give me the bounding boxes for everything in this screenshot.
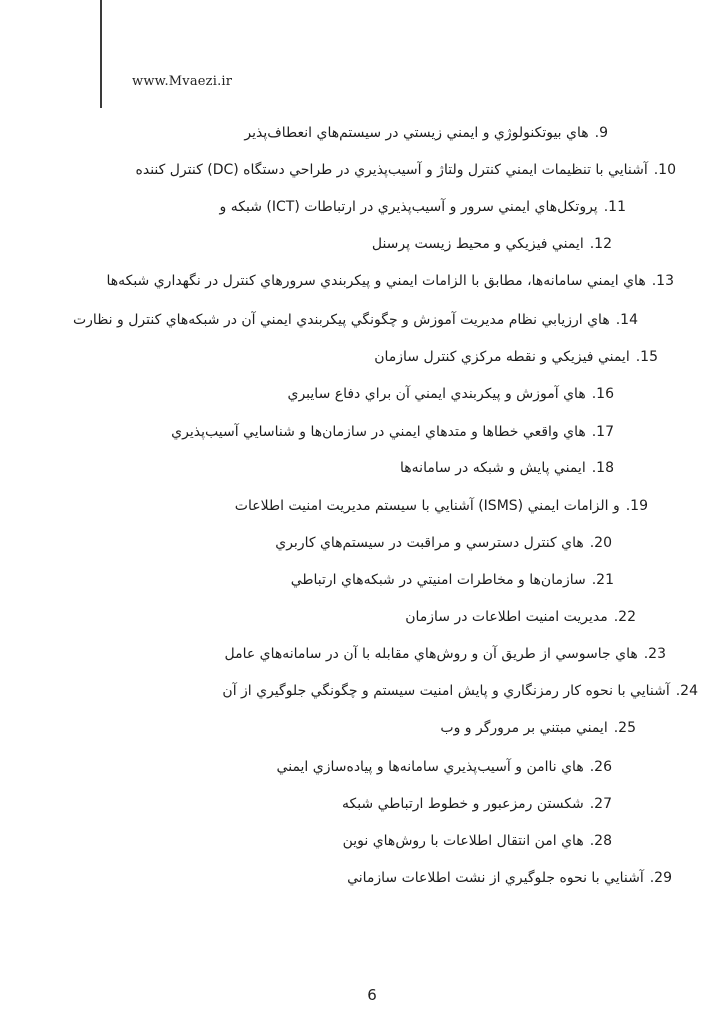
toc-item — [374, 348, 658, 366]
toc-item-text: هاي كنترل دسترسي و مراقبت در سيستم‌هاي كاربري — [275, 535, 584, 551]
toc-item-number: 12. — [589, 236, 612, 252]
toc-item-text: شكستن رمزعبور و خطوط ارتباطي شبكه — [341, 796, 584, 812]
toc-item-text: هاي بيوتكنولوژي و ايمني زيستي در سيستم‌هاي انعطاف‌پذير — [244, 125, 589, 141]
toc-item-number: 11. — [603, 199, 626, 215]
toc-item-text: هاي ايمني سامانه‌ها، مطابق با الزامات ايمني و پيكربندي سرورهاي كنترل در نگهداري شبكه‌ها — [106, 273, 646, 289]
toc-item-number: 21. — [591, 572, 614, 588]
toc-item — [400, 459, 614, 477]
toc-item-text: مديريت امنيت اطلاعات در سازمان — [405, 609, 608, 625]
toc-item-text: هاي جاسوسي از طريق آن و روش‌هاي مقابله با آن در سامانه‌هاي عامل — [224, 646, 638, 662]
toc-item — [347, 869, 672, 887]
toc-item-number: 22. — [613, 609, 636, 625]
toc-item — [343, 832, 612, 850]
toc-item-number: 28. — [589, 833, 612, 849]
toc-item-number: 14. — [615, 312, 638, 328]
toc-item — [405, 608, 636, 626]
toc-item-number: 15. — [635, 349, 658, 365]
toc-item-number: 27. — [589, 796, 612, 812]
toc-item-text: هاي واقعي خطاها و متدهاي ايمني در سازمان‌ها و شناسايي آسيب‌پذيري — [171, 424, 586, 440]
toc-item-number: 23. — [643, 646, 666, 662]
toc-item-number: 20. — [589, 535, 612, 551]
toc-item-number: 25. — [613, 720, 636, 736]
toc-item — [73, 311, 638, 329]
toc-item-text: پروتكل‌هاي ايمني سرور و آسيب‌پذيري در ارتباطات (ICT) شبكه و — [219, 199, 598, 215]
toc-item-number: 16. — [591, 386, 614, 402]
toc-item — [224, 645, 666, 663]
toc-item-text: و الزامات ايمني (ISMS) آشنايي با سيستم مديريت امنيت اطلاعات — [234, 498, 620, 514]
toc-item — [235, 497, 648, 515]
toc-item — [171, 423, 614, 441]
toc-item — [275, 534, 612, 552]
toc-item-text: ايمني مبتني بر مرورگر و وب — [440, 720, 608, 736]
toc-item-number: 26. — [589, 759, 612, 775]
toc-item-number: 17. — [591, 424, 614, 440]
site-url: www.Mvaezi.ir — [132, 74, 233, 89]
toc-item — [288, 385, 615, 403]
toc-item-text: ايمني پايش و شبكه در سامانه‌ها — [400, 460, 586, 476]
toc-item-number: 24. — [675, 683, 698, 699]
toc-item — [136, 161, 676, 179]
toc-item — [291, 571, 614, 589]
toc-item-text: ايمني فيزيكي و محيط زيست پرسنل — [371, 236, 584, 252]
toc-item-text: سازمان‌ها و مخاطرات امنيتي در شبكه‌هاي ارتباطي — [290, 572, 586, 588]
toc-item-text: هاي آموزش و پيكربندي ايمني آن براي دفاع سايبري — [287, 386, 586, 402]
toc-item-text: هاي ناامن و آسيب‌پذيري سامانه‌ها و پياده‌سازي ايمني — [276, 759, 584, 775]
toc-item — [222, 682, 698, 700]
toc-item-number: 19. — [625, 498, 648, 514]
toc-item — [106, 272, 674, 290]
toc-item — [342, 795, 612, 813]
toc-item-text: ايمني فيزيكي و نقطه مركزي كنترل سازمان — [374, 349, 630, 365]
toc-item-text: آشنايي با نحوه كار رمزنگاري و پايش امنيت سيستم و چگونگي جلوگيري از آن — [222, 683, 670, 699]
toc-item-number: 9. — [594, 125, 608, 141]
toc-item-number: 18. — [591, 460, 614, 476]
toc-item — [372, 235, 612, 253]
toc-item — [440, 719, 636, 737]
toc-item-number: 29. — [649, 870, 672, 886]
page-number: 6 — [367, 986, 377, 1004]
toc-item — [220, 198, 626, 216]
toc-item — [277, 758, 612, 776]
toc-item-number: 10. — [653, 162, 676, 178]
toc-item-text: آشنايي با تنظيمات ايمني كنترل ولتاژ و آسيب‌پذيري در طراحي دستگاه (DC) كنترل كننده — [135, 162, 648, 178]
toc-item — [244, 124, 608, 142]
toc-item-text: هاي امن انتقال اطلاعات با روش‌هاي نوين — [342, 833, 584, 849]
toc-item-number: 13. — [651, 273, 674, 289]
toc-item-text: هاي ارزيابي نظام مديريت آموزش و چگونگي پيكربندي ايمني آن در شبكه‌هاي كنترل و نظارت — [72, 312, 610, 328]
toc-item-text: آشنايي با نحوه جلوگيري از نشت اطلاعات سازماني — [347, 870, 644, 886]
